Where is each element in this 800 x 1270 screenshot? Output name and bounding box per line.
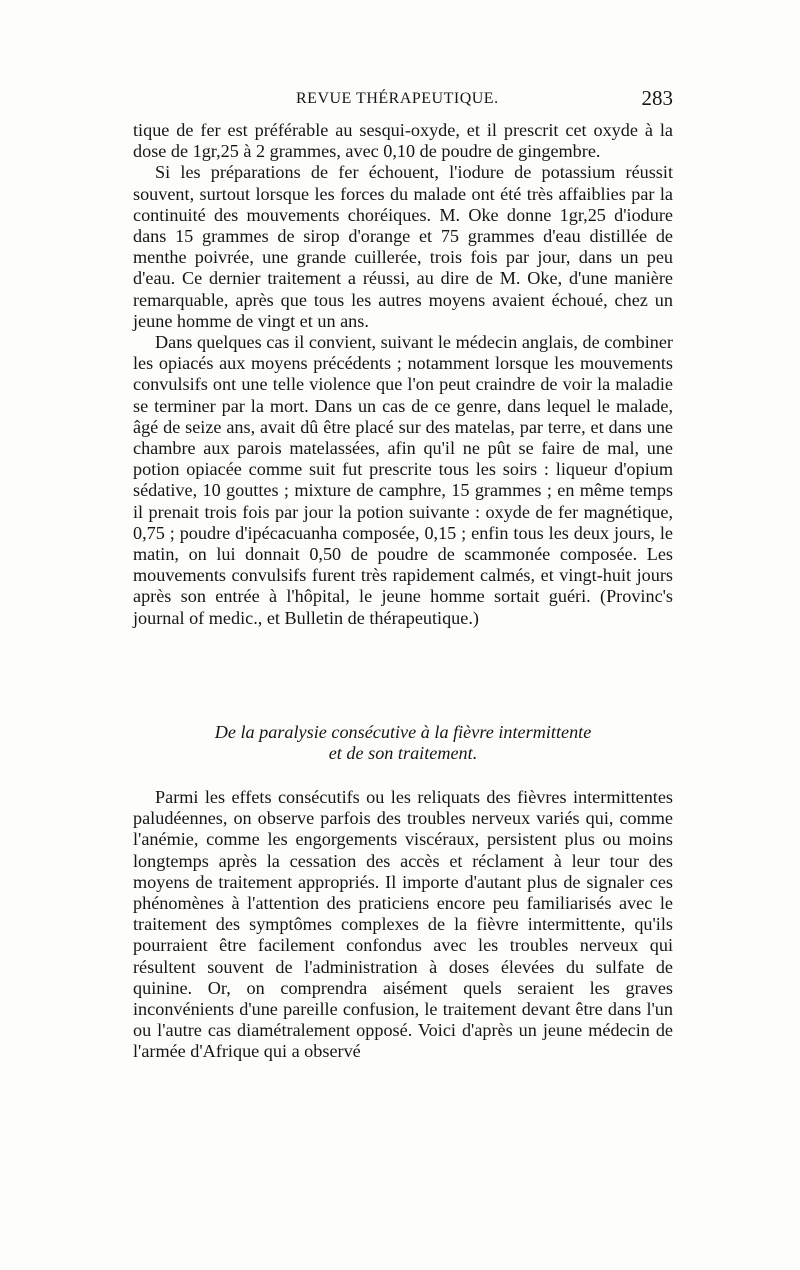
running-title: REVUE THÉRAPEUTIQUE. xyxy=(296,90,499,107)
page-number: 283 xyxy=(641,86,673,110)
paragraph-paralysie: Parmi les effets consécutifs ou les reliquats des fièvres intermittentes paludéennes, on observe parfois des troubles nerveux variés qui, comme l'anémie, comme les engorgements viscéraux, persistent plus ou moins longtemps après la cessation des accès et réclament à leur tour des moyens de traitement appropriés. Il importe d'autant plus de signaler ces phénomènes à l'attention des praticiens encore peu familiarisés avec le traitement des symptômes complexes de la fièvre intermittente, qu'ils pourraient être facilement confondus avec les troubles nerveux qui résultent souvent de l'administration à doses élevées du sulfate de quinine. Or, on comprendra aisément quels seraient les graves inconvénients d'une pareille confusion, le traitement devant être dans l'un ou l'autre cas diamétralement opposé. Voici d'après un jeune médecin de l'armée d'Afrique qui a observé xyxy=(133,787,673,1062)
body-text xyxy=(133,120,673,629)
section-heading xyxy=(133,722,673,764)
paragraph-iodure: Si les préparations de fer échouent, l'iodure de potassium réussit souvent, surtout lorsque les forces du malade ont été très affaiblies par la continuité des mouvements choréiques. M. Oke donne 1gr,25 d'iodure dans 15 grammes de sirop d'orange et 75 grammes d'eau distillée de menthe poivrée, une grande cuillerée, trois fois par jour, dans un peu d'eau. Ce dernier traitement a réussi, au dire de M. Oke, d'une manière remarquable, après que tous les autres moyens avaient échoué, chez un jeune homme de vingt et un ans. xyxy=(133,162,673,331)
section-heading-line-1: De la paralysie consécutive à la fièvre intermittente xyxy=(214,722,592,742)
section-heading-line-2: et de son traitement. xyxy=(328,743,478,764)
page-header xyxy=(133,84,673,114)
paragraph-opiaces: Dans quelques cas il convient, suivant le médecin anglais, de combiner les opiacés aux moyens précédents ; notamment lorsque les mouvements convulsifs ont une telle violence que l'on peut craindre de voir la maladie se terminer par la mort. Dans un cas de ce genre, dans lequel le malade, âgé de seize ans, avait dû être placé sur des matelas, par terre, et dans une chambre aux parois matelassées, afin qu'il ne pût se faire de mal, une potion opiacée comme suit fut prescrite tous les soirs : liqueur d'opium sédative, 10 gouttes ; mixture de camphre, 15 grammes ; en même temps il prenait trois fois par jour la potion suivante : oxyde de fer magnétique, 0,75 ; poudre d'ipécacuanha composée, 0,15 ; enfin tous les deux jours, le matin, on lui donnait 0,50 de poudre de scammonée composée. Les mouvements convulsifs furent très rapidement calmés, et vingt-huit jours après son entrée à l'hôpital, le jeune homme sortait guéri. (Provinc's journal of medic., et Bulletin de thérapeutique.) xyxy=(133,332,673,628)
section-text xyxy=(133,787,673,1063)
paragraph-continued: tique de fer est préférable au sesqui-oxyde, et il prescrit cet oxyde à la dose de 1gr,25 à 2 grammes, avec 0,10 de poudre de gingembre. xyxy=(133,120,673,162)
